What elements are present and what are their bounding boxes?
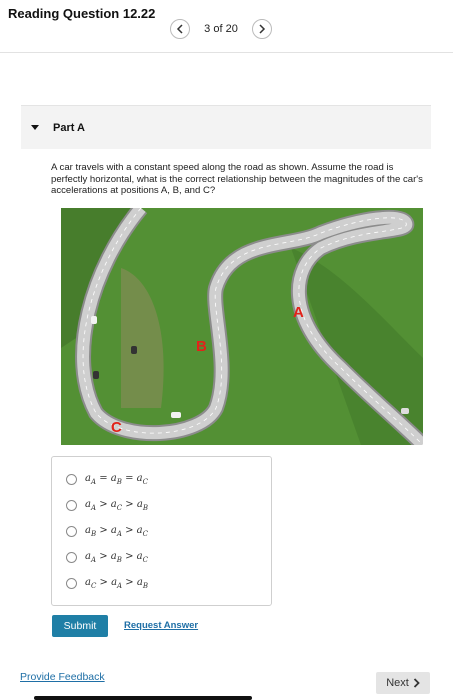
answer-option[interactable] [66,523,148,539]
option-text: $a_B > a_A > a_C$ [85,524,148,538]
radio-button[interactable] [66,578,77,589]
road-photo [61,208,423,445]
header-divider [0,52,453,53]
chevron-right-icon [258,24,266,34]
point-label-a: A [293,304,304,321]
radio-button[interactable] [66,526,77,537]
answer-option[interactable] [66,549,148,565]
question-counter: 3 of 20 [204,23,238,35]
radio-button[interactable] [66,552,77,563]
answer-option[interactable] [66,575,148,591]
part-label: Part A [53,121,85,134]
point-label-b: B [196,338,207,355]
next-label: Next [386,677,409,689]
page-title: Reading Question 12.22 [8,6,156,21]
radio-button[interactable] [66,474,77,485]
pager [170,18,272,40]
radio-button[interactable] [66,500,77,511]
question-text: A car travels with a constant speed along the road as shown. Assume the road is perfectly horizontal, what is the correct relationship between the magnitudes of the car's accelerations at positions A, B, and C? [51,162,423,196]
option-text: $a_A > a_C > a_B$ [85,498,148,512]
answer-option[interactable] [66,471,148,487]
option-text: $a_A = a_B = a_C$ [85,472,148,486]
answer-option[interactable] [66,497,148,513]
answer-choices [51,456,272,606]
prev-question-button[interactable] [170,19,190,39]
chevron-right-icon [413,678,420,688]
next-button[interactable] [376,672,430,694]
next-question-button[interactable] [252,19,272,39]
part-a-header[interactable] [21,105,431,149]
caret-down-icon[interactable] [31,125,39,130]
request-answer-link[interactable]: Request Answer [124,620,199,631]
point-label-c: C [111,419,122,436]
chevron-left-icon [176,24,184,34]
option-text: $a_C > a_A > a_B$ [85,576,148,590]
home-indicator [34,696,252,700]
option-text: $a_A > a_B > a_C$ [85,550,148,564]
submit-button[interactable]: Submit [52,615,108,637]
provide-feedback-link[interactable]: Provide Feedback [20,671,105,683]
